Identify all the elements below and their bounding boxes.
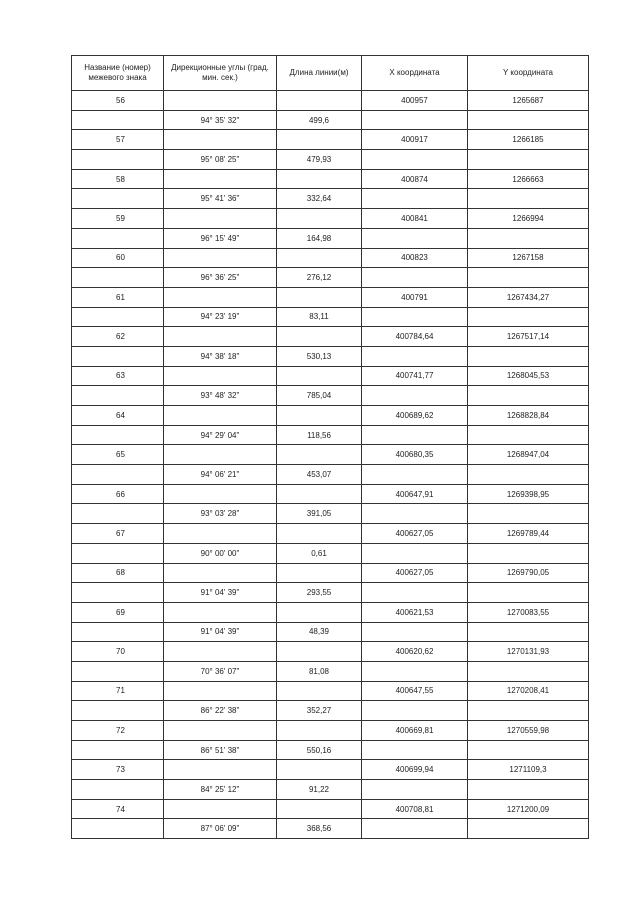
bearing-cell: 94° 23' 19" <box>164 307 277 327</box>
table-body <box>72 91 589 839</box>
table-row <box>72 445 589 465</box>
point-name-cell <box>72 346 164 366</box>
table-row <box>72 406 589 426</box>
table-row <box>72 110 589 130</box>
line-length-cell <box>277 524 362 544</box>
x-coordinate-cell: 400699,94 <box>362 760 468 780</box>
bearing-cell: 86° 22' 38" <box>164 701 277 721</box>
bearing-cell: 91° 04' 39" <box>164 583 277 603</box>
x-coordinate-cell <box>362 740 468 760</box>
y-coordinate-cell <box>468 543 589 563</box>
x-coordinate-cell <box>362 465 468 485</box>
y-coordinate-cell: 1266185 <box>468 130 589 150</box>
bearing-cell: 96° 36' 25" <box>164 268 277 288</box>
y-coordinate-cell <box>468 583 589 603</box>
point-name-cell <box>72 819 164 839</box>
x-coordinate-cell: 400841 <box>362 209 468 229</box>
table-row <box>72 209 589 229</box>
point-name-cell: 64 <box>72 406 164 426</box>
y-coordinate-cell: 1267158 <box>468 248 589 268</box>
x-coordinate-cell <box>362 622 468 642</box>
line-length-cell: 530,13 <box>277 346 362 366</box>
y-coordinate-cell: 1269789,44 <box>468 524 589 544</box>
point-name-cell <box>72 425 164 445</box>
line-length-cell: 368,56 <box>277 819 362 839</box>
point-name-cell <box>72 189 164 209</box>
line-length-cell <box>277 760 362 780</box>
x-coordinate-cell: 400621,53 <box>362 602 468 622</box>
table-row <box>72 465 589 485</box>
bearing-cell <box>164 799 277 819</box>
bearing-cell <box>164 563 277 583</box>
table-row <box>72 819 589 839</box>
y-coordinate-cell: 1270083,55 <box>468 602 589 622</box>
table-row <box>72 484 589 504</box>
line-length-cell <box>277 563 362 583</box>
bearing-cell: 94° 29' 04" <box>164 425 277 445</box>
x-coordinate-cell <box>362 780 468 800</box>
table-row <box>72 681 589 701</box>
line-length-cell <box>277 484 362 504</box>
line-length-cell <box>277 366 362 386</box>
x-coordinate-cell: 400689,62 <box>362 406 468 426</box>
bearing-cell: 96° 15' 49" <box>164 228 277 248</box>
line-length-cell: 83,11 <box>277 307 362 327</box>
table-row <box>72 425 589 445</box>
x-coordinate-cell: 400791 <box>362 287 468 307</box>
table-row <box>72 366 589 386</box>
table-row <box>72 150 589 170</box>
line-length-cell <box>277 327 362 347</box>
x-coordinate-cell <box>362 661 468 681</box>
y-coordinate-cell: 1267517,14 <box>468 327 589 347</box>
point-name-cell: 72 <box>72 721 164 741</box>
bearing-cell <box>164 642 277 662</box>
line-length-cell: 0,61 <box>277 543 362 563</box>
bearing-cell <box>164 484 277 504</box>
line-length-cell: 499,6 <box>277 110 362 130</box>
y-coordinate-cell: 1269790,05 <box>468 563 589 583</box>
bearing-cell <box>164 602 277 622</box>
bearing-cell: 94° 06' 21" <box>164 465 277 485</box>
bearing-cell: 95° 08' 25" <box>164 150 277 170</box>
x-coordinate-cell: 400669,81 <box>362 721 468 741</box>
line-length-cell: 453,07 <box>277 465 362 485</box>
point-name-cell: 57 <box>72 130 164 150</box>
table-row <box>72 721 589 741</box>
table-row <box>72 602 589 622</box>
y-coordinate-cell: 1270559,98 <box>468 721 589 741</box>
bearing-cell <box>164 524 277 544</box>
table-row <box>72 701 589 721</box>
y-coordinate-cell <box>468 150 589 170</box>
bearing-cell <box>164 681 277 701</box>
x-coordinate-cell <box>362 268 468 288</box>
y-coordinate-cell: 1266994 <box>468 209 589 229</box>
table-row <box>72 228 589 248</box>
y-coordinate-cell: 1270131,93 <box>468 642 589 662</box>
point-name-cell: 56 <box>72 91 164 111</box>
point-name-cell: 68 <box>72 563 164 583</box>
y-coordinate-cell <box>468 307 589 327</box>
bearing-cell <box>164 406 277 426</box>
x-coordinate-cell <box>362 150 468 170</box>
point-name-cell <box>72 307 164 327</box>
line-length-cell: 118,56 <box>277 425 362 445</box>
x-coordinate-cell <box>362 504 468 524</box>
line-length-cell: 391,05 <box>277 504 362 524</box>
x-coordinate-cell: 400917 <box>362 130 468 150</box>
y-coordinate-cell <box>468 228 589 248</box>
line-length-cell <box>277 602 362 622</box>
bearing-cell <box>164 721 277 741</box>
line-length-cell <box>277 406 362 426</box>
bearing-cell: 87° 06' 09" <box>164 819 277 839</box>
point-name-cell <box>72 465 164 485</box>
bearing-cell <box>164 445 277 465</box>
y-coordinate-cell <box>468 780 589 800</box>
y-coordinate-cell <box>468 110 589 130</box>
x-coordinate-cell: 400680,35 <box>362 445 468 465</box>
point-name-cell: 73 <box>72 760 164 780</box>
x-coordinate-cell: 400957 <box>362 91 468 111</box>
table-row <box>72 642 589 662</box>
table-row <box>72 543 589 563</box>
line-length-cell: 91,22 <box>277 780 362 800</box>
x-coordinate-cell: 400708,81 <box>362 799 468 819</box>
bearing-cell: 84° 25' 12" <box>164 780 277 800</box>
line-length-cell <box>277 209 362 229</box>
x-coordinate-cell <box>362 346 468 366</box>
x-coordinate-cell <box>362 110 468 130</box>
header-line-length: Длина линии(м) <box>277 56 362 91</box>
point-name-cell <box>72 701 164 721</box>
x-coordinate-cell: 400741,77 <box>362 366 468 386</box>
point-name-cell <box>72 150 164 170</box>
x-coordinate-cell: 400647,91 <box>362 484 468 504</box>
point-name-cell: 58 <box>72 169 164 189</box>
table-row <box>72 327 589 347</box>
point-name-cell <box>72 268 164 288</box>
point-name-cell: 74 <box>72 799 164 819</box>
table-row <box>72 524 589 544</box>
table-row <box>72 287 589 307</box>
line-length-cell: 276,12 <box>277 268 362 288</box>
table-row <box>72 248 589 268</box>
line-length-cell: 332,64 <box>277 189 362 209</box>
y-coordinate-cell: 1270208,41 <box>468 681 589 701</box>
point-name-cell: 62 <box>72 327 164 347</box>
bearing-cell: 70° 36' 07" <box>164 661 277 681</box>
point-name-cell: 66 <box>72 484 164 504</box>
point-name-cell <box>72 543 164 563</box>
table-row <box>72 91 589 111</box>
bearing-cell <box>164 287 277 307</box>
boundary-points-table-sheet <box>71 55 588 839</box>
line-length-cell: 48,39 <box>277 622 362 642</box>
bearing-cell <box>164 760 277 780</box>
line-length-cell <box>277 642 362 662</box>
x-coordinate-cell <box>362 386 468 406</box>
line-length-cell: 81,08 <box>277 661 362 681</box>
point-name-cell: 63 <box>72 366 164 386</box>
point-name-cell: 70 <box>72 642 164 662</box>
y-coordinate-cell <box>468 819 589 839</box>
point-name-cell <box>72 661 164 681</box>
y-coordinate-cell <box>468 386 589 406</box>
boundary-points-table <box>71 55 589 839</box>
bearing-cell: 93° 03' 28" <box>164 504 277 524</box>
y-coordinate-cell <box>468 622 589 642</box>
x-coordinate-cell <box>362 189 468 209</box>
y-coordinate-cell <box>468 465 589 485</box>
bearing-cell: 90° 00' 00" <box>164 543 277 563</box>
y-coordinate-cell: 1268828,84 <box>468 406 589 426</box>
y-coordinate-cell: 1268947,04 <box>468 445 589 465</box>
y-coordinate-cell: 1268045,53 <box>468 366 589 386</box>
line-length-cell: 164,98 <box>277 228 362 248</box>
table-row <box>72 760 589 780</box>
line-length-cell <box>277 681 362 701</box>
x-coordinate-cell <box>362 228 468 248</box>
line-length-cell: 479,93 <box>277 150 362 170</box>
bearing-cell <box>164 91 277 111</box>
y-coordinate-cell <box>468 740 589 760</box>
header-y-coordinate: Y координата <box>468 56 589 91</box>
line-length-cell: 550,16 <box>277 740 362 760</box>
bearing-cell: 94° 35' 32" <box>164 110 277 130</box>
line-length-cell <box>277 248 362 268</box>
y-coordinate-cell <box>468 189 589 209</box>
line-length-cell: 293,55 <box>277 583 362 603</box>
bearing-cell <box>164 209 277 229</box>
table-row <box>72 130 589 150</box>
x-coordinate-cell <box>362 307 468 327</box>
point-name-cell <box>72 622 164 642</box>
x-coordinate-cell: 400823 <box>362 248 468 268</box>
bearing-cell: 93° 48' 32" <box>164 386 277 406</box>
y-coordinate-cell: 1266663 <box>468 169 589 189</box>
line-length-cell <box>277 287 362 307</box>
x-coordinate-cell: 400627,05 <box>362 524 468 544</box>
y-coordinate-cell <box>468 346 589 366</box>
line-length-cell <box>277 91 362 111</box>
y-coordinate-cell: 1271200,09 <box>468 799 589 819</box>
table-row <box>72 799 589 819</box>
y-coordinate-cell <box>468 661 589 681</box>
y-coordinate-cell: 1265687 <box>468 91 589 111</box>
y-coordinate-cell <box>468 425 589 445</box>
table-row <box>72 504 589 524</box>
table-row <box>72 386 589 406</box>
bearing-cell: 91° 04' 39" <box>164 622 277 642</box>
line-length-cell <box>277 130 362 150</box>
table-row <box>72 661 589 681</box>
y-coordinate-cell: 1271109,3 <box>468 760 589 780</box>
bearing-cell: 94° 38' 18" <box>164 346 277 366</box>
table-row <box>72 307 589 327</box>
line-length-cell <box>277 721 362 741</box>
x-coordinate-cell: 400627,05 <box>362 563 468 583</box>
table-row <box>72 563 589 583</box>
table-row <box>72 268 589 288</box>
y-coordinate-cell <box>468 504 589 524</box>
table-row <box>72 583 589 603</box>
line-length-cell: 352,27 <box>277 701 362 721</box>
point-name-cell: 71 <box>72 681 164 701</box>
x-coordinate-cell: 400784,64 <box>362 327 468 347</box>
point-name-cell: 60 <box>72 248 164 268</box>
bearing-cell <box>164 366 277 386</box>
table-row <box>72 346 589 366</box>
header-bearing: Дирекционные углы (град. мин. сек.) <box>164 56 277 91</box>
point-name-cell <box>72 386 164 406</box>
point-name-cell <box>72 583 164 603</box>
bearing-cell <box>164 327 277 347</box>
line-length-cell <box>277 799 362 819</box>
header-point-name: Название (номер) межевого знака <box>72 56 164 91</box>
point-name-cell: 65 <box>72 445 164 465</box>
table-row <box>72 780 589 800</box>
x-coordinate-cell <box>362 543 468 563</box>
bearing-cell <box>164 169 277 189</box>
line-length-cell: 785,04 <box>277 386 362 406</box>
point-name-cell <box>72 740 164 760</box>
line-length-cell <box>277 169 362 189</box>
line-length-cell <box>277 445 362 465</box>
point-name-cell: 67 <box>72 524 164 544</box>
bearing-cell <box>164 130 277 150</box>
bearing-cell <box>164 248 277 268</box>
bearing-cell: 86° 51' 38" <box>164 740 277 760</box>
point-name-cell: 69 <box>72 602 164 622</box>
point-name-cell <box>72 110 164 130</box>
point-name-cell <box>72 780 164 800</box>
table-row <box>72 189 589 209</box>
x-coordinate-cell <box>362 583 468 603</box>
point-name-cell: 59 <box>72 209 164 229</box>
x-coordinate-cell <box>362 701 468 721</box>
table-row <box>72 622 589 642</box>
header-x-coordinate: X координата <box>362 56 468 91</box>
y-coordinate-cell <box>468 268 589 288</box>
point-name-cell: 61 <box>72 287 164 307</box>
x-coordinate-cell <box>362 819 468 839</box>
x-coordinate-cell: 400874 <box>362 169 468 189</box>
x-coordinate-cell <box>362 425 468 445</box>
x-coordinate-cell: 400620,62 <box>362 642 468 662</box>
bearing-cell: 95° 41' 36" <box>164 189 277 209</box>
x-coordinate-cell: 400647,55 <box>362 681 468 701</box>
y-coordinate-cell: 1269398,95 <box>468 484 589 504</box>
point-name-cell <box>72 228 164 248</box>
point-name-cell <box>72 504 164 524</box>
table-row <box>72 740 589 760</box>
table-row <box>72 169 589 189</box>
y-coordinate-cell <box>468 701 589 721</box>
table-header-row <box>72 56 589 91</box>
y-coordinate-cell: 1267434,27 <box>468 287 589 307</box>
